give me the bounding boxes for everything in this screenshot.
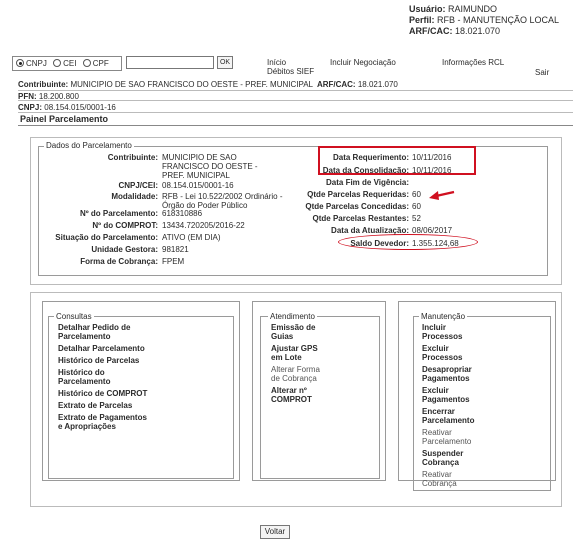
saldo-devedor-value: 1.355.124,68: [412, 239, 459, 248]
search-input[interactable]: [126, 56, 214, 69]
forma-cobranca-value: FPEM: [162, 257, 185, 266]
parcelas-requeridas-label: Qtde Parcelas Requeridas:: [307, 190, 409, 199]
radio-cpf-icon: [83, 59, 91, 67]
page-title: Painel Parcelamento: [20, 114, 109, 124]
pfn-line: PFN: 18.200.800: [18, 92, 79, 101]
user-arfcac-label: ARF/CAC:: [409, 26, 453, 36]
radio-cpf[interactable]: CPF: [83, 59, 109, 68]
user-arfcac-value: 18.021.070: [455, 26, 501, 36]
usuario-value: RAIMUNDO: [448, 4, 498, 14]
nav-sair[interactable]: Sair: [535, 68, 550, 77]
menu-emissao-guias[interactable]: Emissão de Guias: [271, 323, 316, 341]
atendimento-menu: [271, 323, 331, 407]
menu-detalhar-pedido[interactable]: Detalhar Pedido de Parcelamento: [58, 323, 131, 341]
nav-incluir-negociacao[interactable]: Incluir Negociação: [330, 58, 396, 67]
data-fim-vigencia-label: Data Fim de Vigência:: [326, 178, 409, 187]
radio-cei-icon: [53, 59, 61, 67]
cnpj-cei-label: CNPJ/CEI:: [118, 181, 158, 190]
contribuinte-label: Contribuinte:: [107, 153, 158, 162]
menu-encerrar-parcelamento[interactable]: Encerrar Parcelamento: [422, 407, 475, 425]
cnpj-line: CNPJ: 08.154.015/0001-16: [18, 103, 116, 112]
unidade-gestora-value: 981821: [162, 245, 189, 254]
manutencao-legend: Manutenção: [421, 312, 466, 321]
menu-reativar-cobranca[interactable]: Reativar Cobrança: [422, 470, 457, 488]
perfil-value: RFB - MANUTENÇÃO LOCAL: [437, 15, 560, 25]
menu-extrato-pagamentos[interactable]: Extrato de Pagamentos e Apropriações: [58, 413, 147, 431]
menu-suspender-cobranca[interactable]: Suspender Cobrança: [422, 449, 464, 467]
contribuinte-line: Contribuinte: MUNICIPIO DE SAO FRANCISCO DO OESTE - PREF. MUNICIPAL ARF/CAC: 18.021.070: [18, 80, 398, 89]
menu-historico-comprot[interactable]: Histórico de COMPROT: [58, 389, 148, 398]
atendimento-legend: Atendimento: [270, 312, 315, 321]
parcelas-concedidas-label: Qtde Parcelas Concedidas:: [305, 202, 409, 211]
parcelas-requeridas-value: 60: [412, 190, 421, 199]
menu-alterar-comprot[interactable]: Alterar nº COMPROT: [271, 386, 312, 404]
data-atualizacao-label: Data da Atualização:: [331, 226, 409, 235]
parcelas-restantes-label: Qtde Parcelas Restantes:: [312, 214, 409, 223]
radio-cnpj-icon: [16, 59, 24, 67]
perfil-label: Perfil:: [409, 15, 435, 25]
usuario-label: Usuário:: [409, 4, 446, 14]
menu-excluir-processos[interactable]: Excluir Processos: [422, 344, 463, 362]
nav-debitos-sief[interactable]: Débitos SIEF: [267, 67, 315, 76]
modalidade-label: Modalidade:: [111, 192, 158, 201]
dados-legend: Dados do Parcelamento: [46, 141, 132, 150]
contribuinte-value: MUNICIPIO DE SAO FRANCISCO DO OESTE - PREF. MUNICIPAL: [162, 153, 258, 180]
parcelas-restantes-value: 52: [412, 214, 421, 223]
data-requerimento-label: Data Requerimento:: [332, 153, 409, 162]
menu-desapropriar-pagamentos[interactable]: Desapropriar Pagamentos: [422, 365, 472, 383]
arrow-left-icon: [428, 189, 456, 201]
data-consolidacao-value: 10/11/2016: [412, 166, 452, 175]
radio-cei[interactable]: CEI: [53, 59, 76, 68]
data-consolidacao-label: Data da Consolidação:: [322, 166, 409, 175]
voltar-button[interactable]: Voltar: [260, 525, 290, 539]
divider: [18, 112, 573, 113]
radio-cnpj[interactable]: CNPJ: [16, 59, 47, 68]
situacao-value: ATIVO (EM DIA): [162, 233, 221, 242]
num-parcelamento-label: Nº do Parcelamento:: [79, 209, 158, 218]
unidade-gestora-label: Unidade Gestora:: [91, 245, 158, 254]
divider: [18, 125, 573, 126]
menu-ajustar-gps[interactable]: Ajustar GPS em Lote: [271, 344, 318, 362]
num-comprot-value: 13434.720205/2016-22: [162, 221, 245, 230]
nav-inicio[interactable]: Início: [267, 58, 287, 67]
data-requerimento-value: 10/11/2016: [412, 153, 452, 162]
consultas-legend: Consultas: [56, 312, 92, 321]
consultas-menu: [58, 323, 148, 434]
highlight-box: [318, 146, 476, 175]
parcelas-concedidas-value: 60: [412, 202, 421, 211]
forma-cobranca-label: Forma de Cobrança:: [80, 257, 158, 266]
num-comprot-label: Nº do COMPROT:: [92, 221, 158, 230]
menu-extrato-parcelas[interactable]: Extrato de Parcelas: [58, 401, 133, 410]
situacao-label: Situação do Parcelamento:: [55, 233, 158, 242]
menu-detalhar-parcelamento[interactable]: Detalhar Parcelamento: [58, 344, 145, 353]
saldo-devedor-label: Saldo Devedor:: [350, 239, 409, 248]
doc-type-selector: [12, 56, 122, 71]
data-atualizacao-value: 08/06/2017: [412, 226, 453, 235]
menu-alterar-forma-cobranca[interactable]: Alterar Forma de Cobrança: [271, 365, 320, 383]
menu-historico-parcelas[interactable]: Histórico de Parcelas: [58, 356, 140, 365]
menu-incluir-processos[interactable]: Incluir Processos: [422, 323, 463, 341]
divider: [18, 100, 573, 101]
highlight-ellipse: [338, 234, 478, 250]
menu-excluir-pagamentos[interactable]: Excluir Pagamentos: [422, 386, 470, 404]
cnpj-cei-value: 08.154.015/0001-16: [162, 181, 234, 190]
modalidade-value: RFB - Lei 10.522/2002 Ordinário - Órgão do Poder Público: [162, 192, 283, 210]
num-parcelamento-value: 618310886: [162, 209, 203, 218]
menu-reativar-parcelamento[interactable]: Reativar Parcelamento: [422, 428, 472, 446]
divider: [18, 90, 573, 91]
ok-button[interactable]: OK: [217, 56, 233, 69]
user-info: [409, 4, 559, 37]
nav-informacoes-rcl[interactable]: Informações RCL: [442, 58, 505, 67]
manutencao-menu: [422, 323, 482, 491]
menu-historico-parcelamento[interactable]: Histórico do Parcelamento: [58, 368, 111, 386]
